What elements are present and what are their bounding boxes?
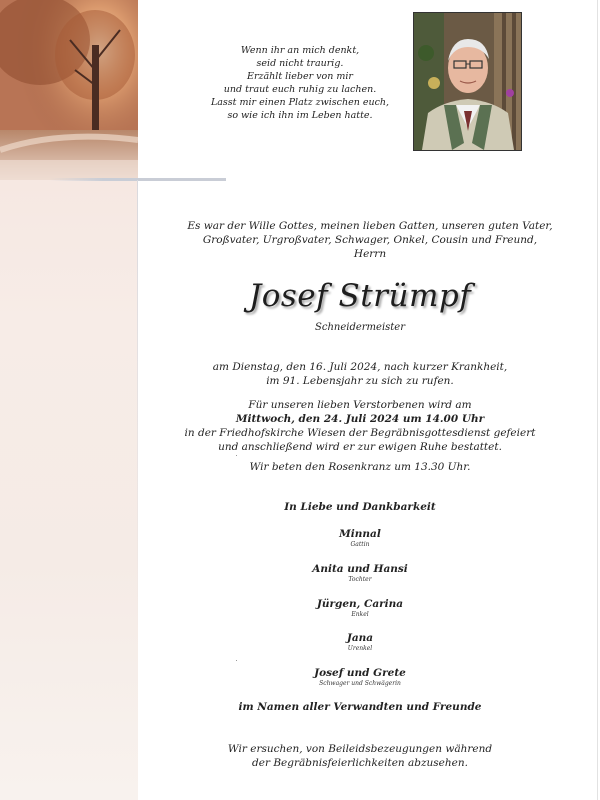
mourner-role: Tochter: [348, 576, 372, 583]
landscape-drawing: [0, 0, 138, 180]
poem-line: seid nicht traurig.: [256, 58, 344, 69]
intro-text: [180, 219, 560, 261]
scan-speck: [236, 455, 237, 456]
mourner-role: Schwager und Schwägerin: [319, 680, 401, 687]
poem-line: und traut euch ruhig zu lachen.: [223, 84, 377, 95]
death-line: am Dienstag, den 16. Juli 2024, nach kurzer Krankheit,: [212, 361, 508, 373]
mourner-name: Minnal: [339, 528, 381, 540]
intro-line: Großvater, Urgroßvater, Schwager, Onkel, Cousin und Freund,: [202, 234, 538, 246]
poem-line: so wie ich ihn im Leben hatte.: [227, 110, 373, 121]
poem-line: Lasst mir einen Platz zwischen euch,: [210, 97, 390, 108]
mourner-name: Josef und Grete: [314, 667, 406, 679]
decorative-line-horizontal: [50, 178, 226, 181]
portrait-drawing: [414, 13, 521, 150]
funeral-line: in der Friedhofskirche Wiesen der Begräbnisgottesdienst gefeiert: [184, 427, 536, 439]
poem-line: Erzählt lieber von mir: [247, 71, 353, 82]
autumn-landscape-image: [0, 0, 138, 180]
mourner-role: Enkel: [351, 611, 369, 618]
mourner-name: Jana: [346, 632, 374, 644]
mourner-entry: [200, 562, 520, 584]
deceased-profession: Schneidermeister: [315, 322, 405, 333]
mourner-role: Urenkel: [347, 645, 373, 652]
mourner-entry: [200, 527, 520, 549]
funeral-line: und anschließend wird er zur ewigen Ruhe bestattet.: [218, 441, 502, 453]
funeral-date-time: Mittwoch, den 24. Juli 2024 um 14.00 Uhr: [235, 413, 485, 425]
mourner-entry: [200, 666, 520, 688]
mourner-name: Jürgen, Carina: [316, 598, 404, 610]
closing-line: Wir ersuchen, von Beileidsbezeugungen während: [227, 743, 493, 755]
funeral-info: [180, 398, 540, 454]
deceased-name: Josef Strümpf: [248, 278, 472, 314]
rosary-notice: Wir beten den Rosenkranz um 13.30 Uhr.: [249, 461, 471, 473]
portrait-photo: [413, 12, 522, 151]
closing-request: [200, 742, 520, 770]
page-edge: [597, 0, 598, 800]
decorative-line-vertical: [137, 180, 138, 630]
poem: [195, 44, 405, 122]
greeting-heading: In Liebe und Dankbarkeit: [284, 501, 436, 513]
poem-line: Wenn ihr an mich denkt,: [240, 45, 360, 56]
intro-line: Herrn: [353, 248, 387, 260]
intro-line: Es war der Wille Gottes, meinen lieben Gatten, unseren guten Vater,: [187, 220, 553, 232]
mourner-role: Gattin: [350, 541, 370, 548]
funeral-line: Für unseren lieben Verstorbenen wird am: [248, 399, 472, 411]
relatives-line: im Namen aller Verwandten und Freunde: [238, 701, 482, 713]
death-line: im 91. Lebensjahr zu sich zu rufen.: [266, 375, 454, 387]
mourner-name: Anita und Hansi: [312, 563, 408, 575]
closing-line: der Begräbnisfeierlichkeiten abzusehen.: [252, 757, 468, 769]
scan-speck: [236, 660, 237, 661]
death-notice: [200, 360, 520, 388]
mourner-entry: [200, 631, 520, 653]
mourner-entry: [200, 597, 520, 619]
